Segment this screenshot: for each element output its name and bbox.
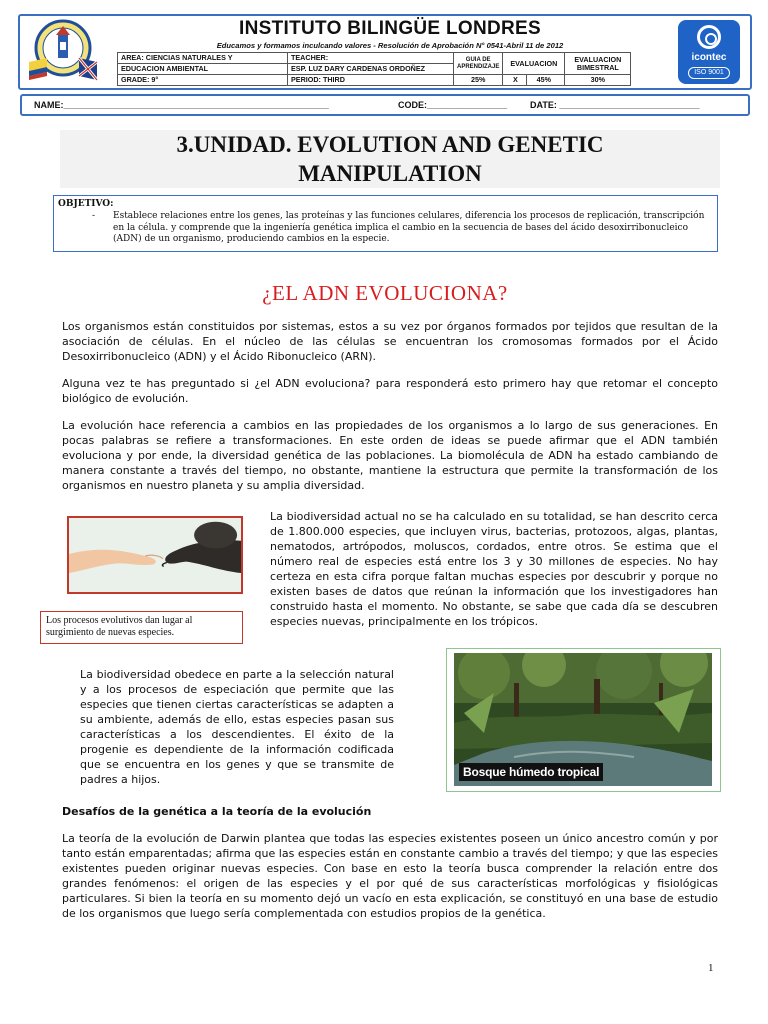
grade-cell: GRADE: 9° — [118, 75, 288, 86]
objective-dash: - — [92, 211, 96, 221]
course-info-table — [117, 52, 631, 86]
unit-title-line2: MANIPULATION — [298, 161, 482, 186]
area-cell: AREA: CIENCIAS NATURALES Y — [118, 53, 288, 64]
evaluacion-label-cell: EVALUACION — [503, 53, 565, 75]
student-info-line — [20, 94, 750, 116]
iso-badge: ISO 9001 — [688, 67, 730, 79]
date-field[interactable]: DATE: ____________________________ — [530, 100, 700, 110]
page-number: 1 — [708, 962, 714, 974]
bimestral-label-line1: EVALUACION — [574, 54, 622, 64]
objective-box — [53, 195, 718, 252]
forest-label: Bosque húmedo tropical — [459, 763, 603, 781]
paragraph-evolution: La evolución hace referencia a cambios en las propiedades de los organismos a lo largo de sus generaciones. En pocas palabras se refiere a transformaciones. En este orden de ideas se puede afirmar que el ADN también evoluciona y por ende, la diversidad genética de las poblaciones. La biomolécula de ADN ha estado cambiando de manera constante a través del tiempo, no obstante, mantiene la estructura que permite la transformación de los organismos en nuestro planeta y su amplia diversidad. — [62, 419, 718, 492]
section-title: ¿EL ADN EVOLUCIONA? — [262, 281, 508, 305]
hands-caption: Los procesos evolutivos dan lugar al surgimiento de nuevas especies. — [40, 611, 243, 644]
evaluacion-value-cell — [503, 75, 565, 86]
code-field[interactable]: CODE:________________ — [398, 100, 508, 110]
evaluacion-value: 45% — [526, 75, 560, 85]
paragraph-organisms: Los organismos están constituidos por sistemas, estos a su vez por órganos formados por tejidos que resultan de la asociación de células. En el núcleo de las células se encuentran los cromosomas formados por el Ácido Desoxirribonucleico (ADN) y el Ácido Ribonucleico (ARN). — [62, 320, 718, 363]
teacher-name-cell: ESP. LUZ DARY CARDENAS ORDOÑEZ — [288, 64, 454, 75]
school-motto: Educamos y formamos inculcando valores - Resolución de Aprobación N° 0541-Abril 11 de 2012 — [216, 41, 564, 50]
bimestral-label-cell — [565, 53, 631, 75]
name-field[interactable]: NAME:_____________________________________________________ — [34, 100, 329, 110]
section-subheading: Desafíos de la genética a la teoría de la evolución — [62, 805, 372, 818]
icontec-certification-logo — [678, 20, 740, 84]
guia-label-line2: APRENDIZAJE — [457, 63, 500, 70]
icontec-ring-icon — [697, 25, 721, 49]
area-cell-2: EDUCACION AMBIENTAL — [118, 64, 288, 75]
bimestral-value-cell: 30% — [565, 75, 631, 86]
mark-value: X — [512, 75, 518, 84]
icontec-brand: icontec — [691, 52, 727, 63]
paragraph-biodiversity: La biodiversidad actual no se ha calculado en su totalidad, se han descrito cerca de 1.800.000 especies, que incluyen virus, bacterias, protozoos, algas, plantas, nematodos, artrópodos, moluscos, cordados, entre otros. Se estima que el número real de especies está entre los 3 y 30 millones de especies. No hay certeza en esta cifra porque faltan muchas especies por descubrir y porque no existen bases de datos que reúnan la información que los investigadores han construido hasta el momento. No obstante, se sabe que cada día se descubren especies nuevas, principalmente en los trópicos. — [270, 510, 718, 628]
guia-value-cell: 25% — [454, 75, 503, 86]
school-name: INSTITUTO BILINGÜE LONDRES — [239, 18, 541, 39]
hands-photo — [67, 516, 243, 594]
paragraph-question: Alguna vez te has preguntado si ¿el ADN evoluciona? para responderá esto primero hay que retomar el concepto biológico de evolución. — [62, 377, 718, 405]
school-crest-logo — [27, 18, 99, 84]
teacher-label-cell: TEACHER: — [288, 53, 454, 64]
guia-label-line1: GUIA DE — [465, 56, 491, 63]
objective-label: OBJETIVO: — [58, 199, 114, 209]
paragraph-darwin: La teoría de la evolución de Darwin plantea que todas las especies existentes poseen un único ancestro común y por tanto están emparentadas; afirma que las especies están en constante cambio a través del tiempo; y que las especies existentes pueden originar nuevas especies. Con base en esto la teoría busca comprender la relación entre dos grandes fenómenos: el origen de las especies y el por qué de sus características morfológicas y fisiológicas particulares. Si bien la teoría en su momento dejó un vacío en esta explicación, se constituyó en una base de estudio de los organismos que luego sería complementada con estudios propios de la genética. — [62, 832, 718, 920]
bimestral-label-line2: BIMESTRAL — [576, 62, 619, 72]
unit-title — [60, 130, 720, 188]
period-cell: PERIOD: THIRD — [288, 75, 454, 86]
objective-text: Establece relaciones entre los genes, las proteínas y las funciones celulares, diferencia los procesos de replicación, transcripción en la célula. y comprende que la ingeniería genética implica el cambio en la secuencia de bases del ácido desoxirribonucleico (ADN) de un organismo, produciendo cambios en la especie. — [113, 211, 705, 244]
unit-title-line1: 3.UNIDAD. EVOLUTION AND GENETIC — [176, 132, 604, 157]
paragraph-natural-selection: La biodiversidad obedece en parte a la selección natural y a los procesos de especiación que permite que las especies que tienen ciertas características se adapten a su ambiente, además de ello, estas especies pasan sus características a los descendientes. El éxito de la progenie es dependiente de la información codificada que se encuentra en los genes y que se transmite de padres a hijos. — [80, 668, 394, 786]
guia-label-cell — [454, 53, 503, 75]
